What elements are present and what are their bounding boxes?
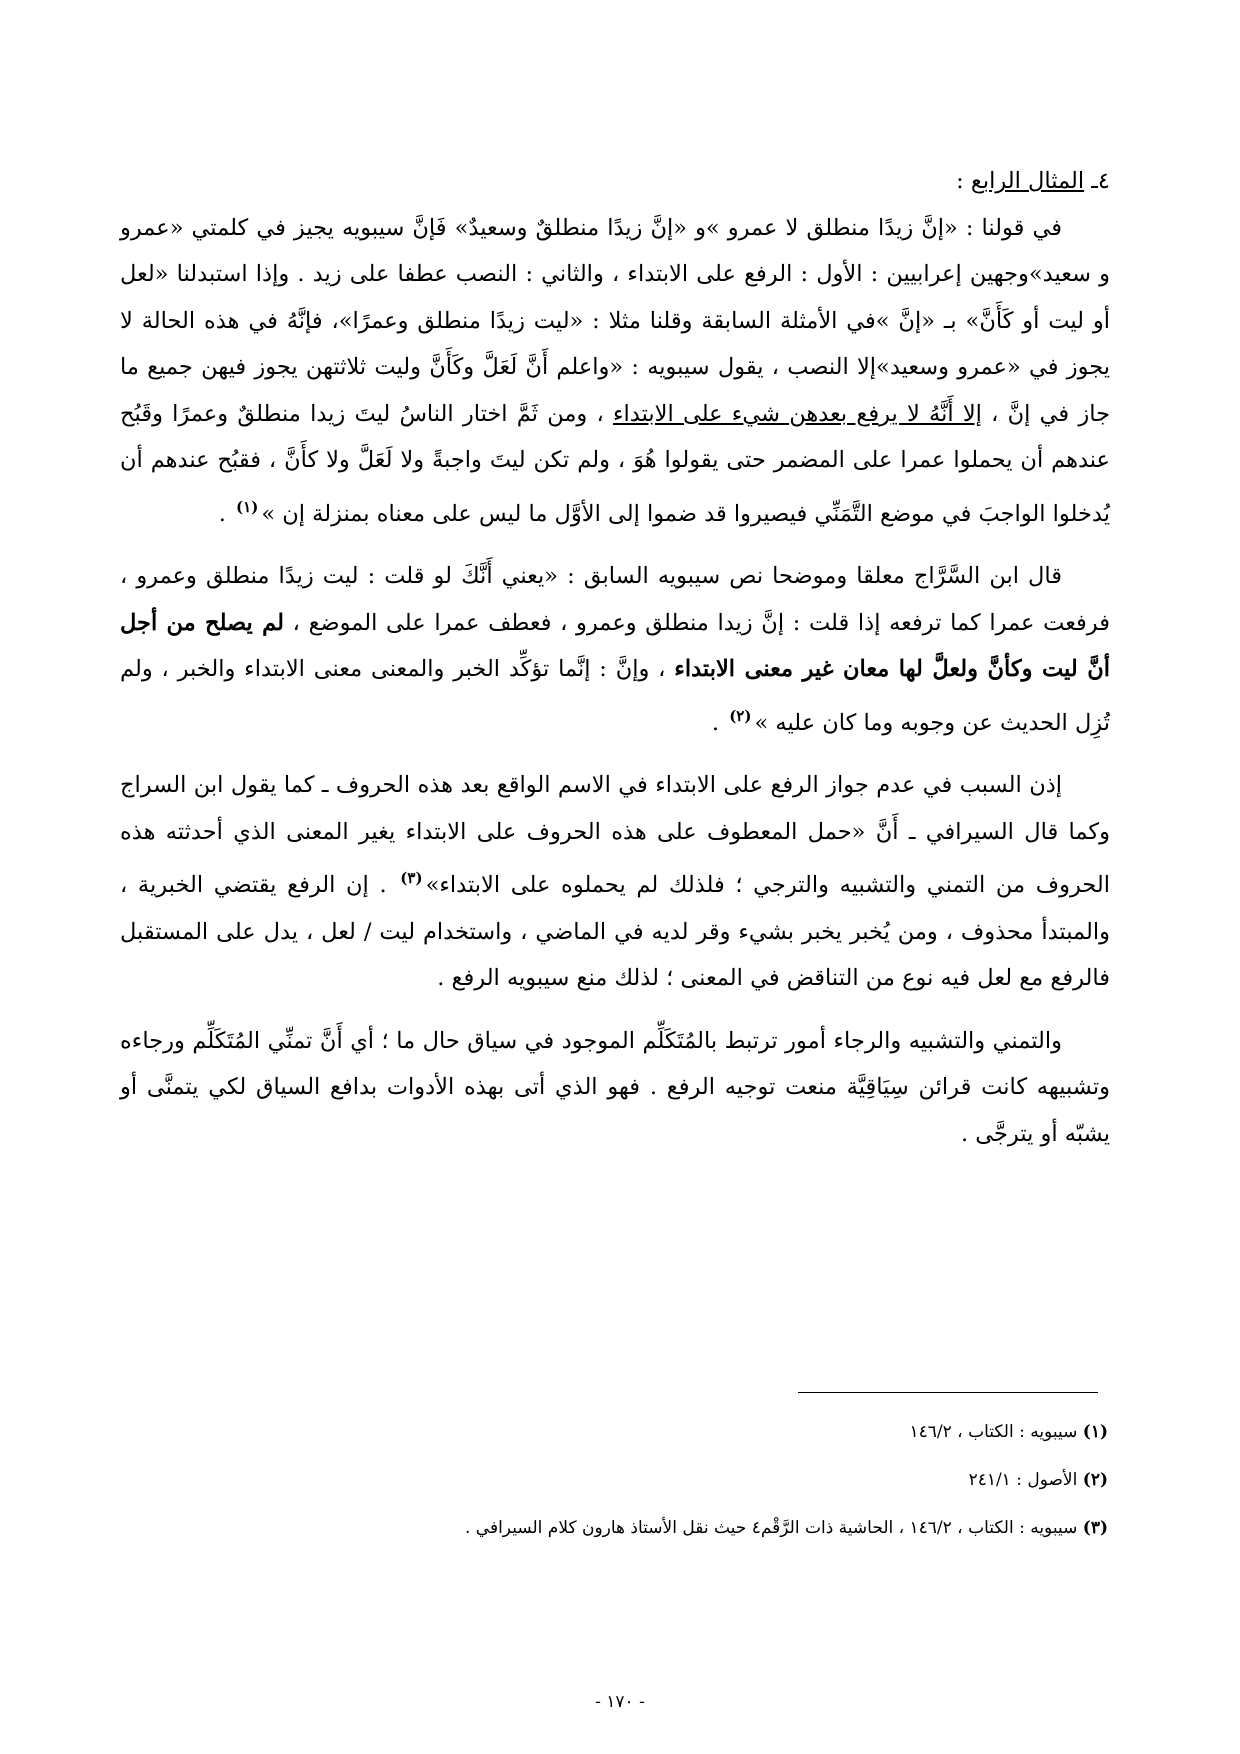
footnote-3-text: سيبويه : الكتاب ، ١٤٦/٢ ، الحاشية ذات الرَّقْم٤ حيث نقل الأستاذ هارون كلام السيرافي . [464, 1518, 1083, 1538]
main-text [120, 158, 1110, 1173]
paragraph-2-text-a: قال ابن السَّرَّاج معلقا وموضحا نص سيبويه السابق : «يعني أَنَّكَ لو قلت : ليت زيدًا منطلق وعمرو ، فرفعت عمرا كما ترفعه إذا قلت : إنَّ زيدا منطلق وعمرو ، فعطف عمرا على الموضع ، [120, 563, 1110, 636]
footnote-2-number: (٢) [1082, 1470, 1108, 1490]
section-heading [120, 158, 1110, 205]
paragraph-3-text-a: إذن السبب في عدم جواز الرفع على الابتداء في الاسم الواقع بعد هذه الحروف ـ كما يقول ابن السراج وكما قال السيرافي ـ أَنَّ «حمل المعطوف على هذه الحروف على الابتداء يغير المعنى الذي أحدثته هذه الحروف من التمني والتشبيه والترجي ؛ فلذلك لم يحملوه على الابتداء» [120, 772, 1110, 898]
paragraph-1-text-b: ، ومن ثَمَّ اختار الناسُ ليتَ زيدا منطلقٌ وعمرًا وقَبُح عندهم أن يحملوا عمرا على المضمر حتى يقولوا هُوَ ، ولم تكن ليتَ واجبةً ولا لَعَلَّ ولا كأَنَّ ، فقبُح عندهم أن يُدخلوا الواجبَ في موضع التَّمَنِّي فيصيروا قد ضموا إلى الأوَّل ما ليس على معناه بمنزلة إن » [120, 400, 1110, 527]
footnote-1 [208, 1408, 1108, 1456]
paragraph-1 [120, 205, 1110, 538]
heading-number: ٤ـ [1084, 168, 1110, 194]
footnote-ref-1[interactable]: (١) [236, 497, 259, 516]
paragraph-2-text-b: ، وإنَّ : إنَّما تؤكِّد الخبر والمعنى معنى الابتداء والخبر ، ولم تُزِل الحديث عن وجوبه وما كان عليه » [120, 656, 1110, 736]
paragraph-2-bold: لم يصلح من أجل أنَّ ليت وكأنَّ ولعلَّ لها معان غير معنى الابتداء [120, 609, 1110, 682]
paragraph-1-underlined: إلا أَنَّهُ لا يرفع بعدهن شيء على الابتداء [612, 400, 982, 427]
heading-colon: : [956, 168, 971, 194]
footnote-2-text: الأصول : ٢٤١/١ [968, 1470, 1083, 1490]
footnote-separator [798, 1392, 1098, 1393]
footnote-ref-2[interactable]: (٢) [729, 706, 752, 725]
paragraph-4-text: والتمني والتشبيه والرجاء أمور ترتبط بالمُتَكَلِّم الموجود في سياق حال ما ؛ أي أَنَّ تمنِّي المُتَكَلِّم ورجاءه وتشبيهه كانت قرائن سِيَاقِيَّة منعت توجيه الرفع . فهو الذي أتى بهذه الأدوات بدافع السياق لكي يتمنَّى أو يشبّه أو يترجَّى . [120, 1027, 1110, 1147]
paragraph-4 [120, 1018, 1110, 1158]
footnote-2 [208, 1456, 1108, 1504]
page-number: - ١٧٠ - [595, 1692, 645, 1712]
paragraph-1-end: . [218, 500, 234, 527]
paragraph-3-text-b: . إن الرفع يقتضي الخبرية ، والمبتدأ محذوف ، ومن يُخبر يخبر بشيء وقر لديه في الماضي ، واستخدام ليت / لعل ، يدل على المستقبل فالرفع مع لعل فيه نوع من التناقض في المعنى ؛ لذلك منع سيبويه الرفع . [120, 872, 1110, 991]
paragraph-2-end: . [711, 709, 727, 736]
footnote-ref-3[interactable]: (٣) [400, 869, 423, 887]
footnote-1-text: سيبويه : الكتاب ، ١٤٦/٢ [909, 1422, 1083, 1442]
paragraph-2 [120, 553, 1110, 746]
paragraph-3 [120, 762, 1110, 1002]
paragraph-1-text-a: في قولنا : «إنَّ زيدًا منطلق لا عمرو »و «إنَّ زيدًا منطلقٌ وسعيدٌ» فَإنَّ سيبويه يجيز في كلمتي «عمرو و سعيد»وجهين إعرابيين : الأول : الرفع على الابتداء ، والثاني : النصب عطفا على زيد . وإذا استبدلنا «لعل أو ليت أو كَأَنَّ» بـ «إنَّ »في الأمثلة السابقة وقلنا مثلا : «ليت زيدًا منطلق وعمرًا»، فإنَّهُ في هذه الحالة لا يجوز في «عمرو وسعيد»إلا النصب ، يقول سيبويه : «واعلم أَنَّ لَعَلَّ وكَأَنَّ وليت ثلاثتهن يجوز فيهن جميع ما جاز في إنَّ ، [120, 214, 1110, 427]
footnote-3 [208, 1504, 1108, 1552]
footnote-1-number: (١) [1082, 1422, 1108, 1442]
footnotes [208, 1408, 1108, 1552]
heading-label: المثال الرابع [970, 168, 1085, 194]
footnote-3-number: (٣) [1082, 1518, 1108, 1538]
